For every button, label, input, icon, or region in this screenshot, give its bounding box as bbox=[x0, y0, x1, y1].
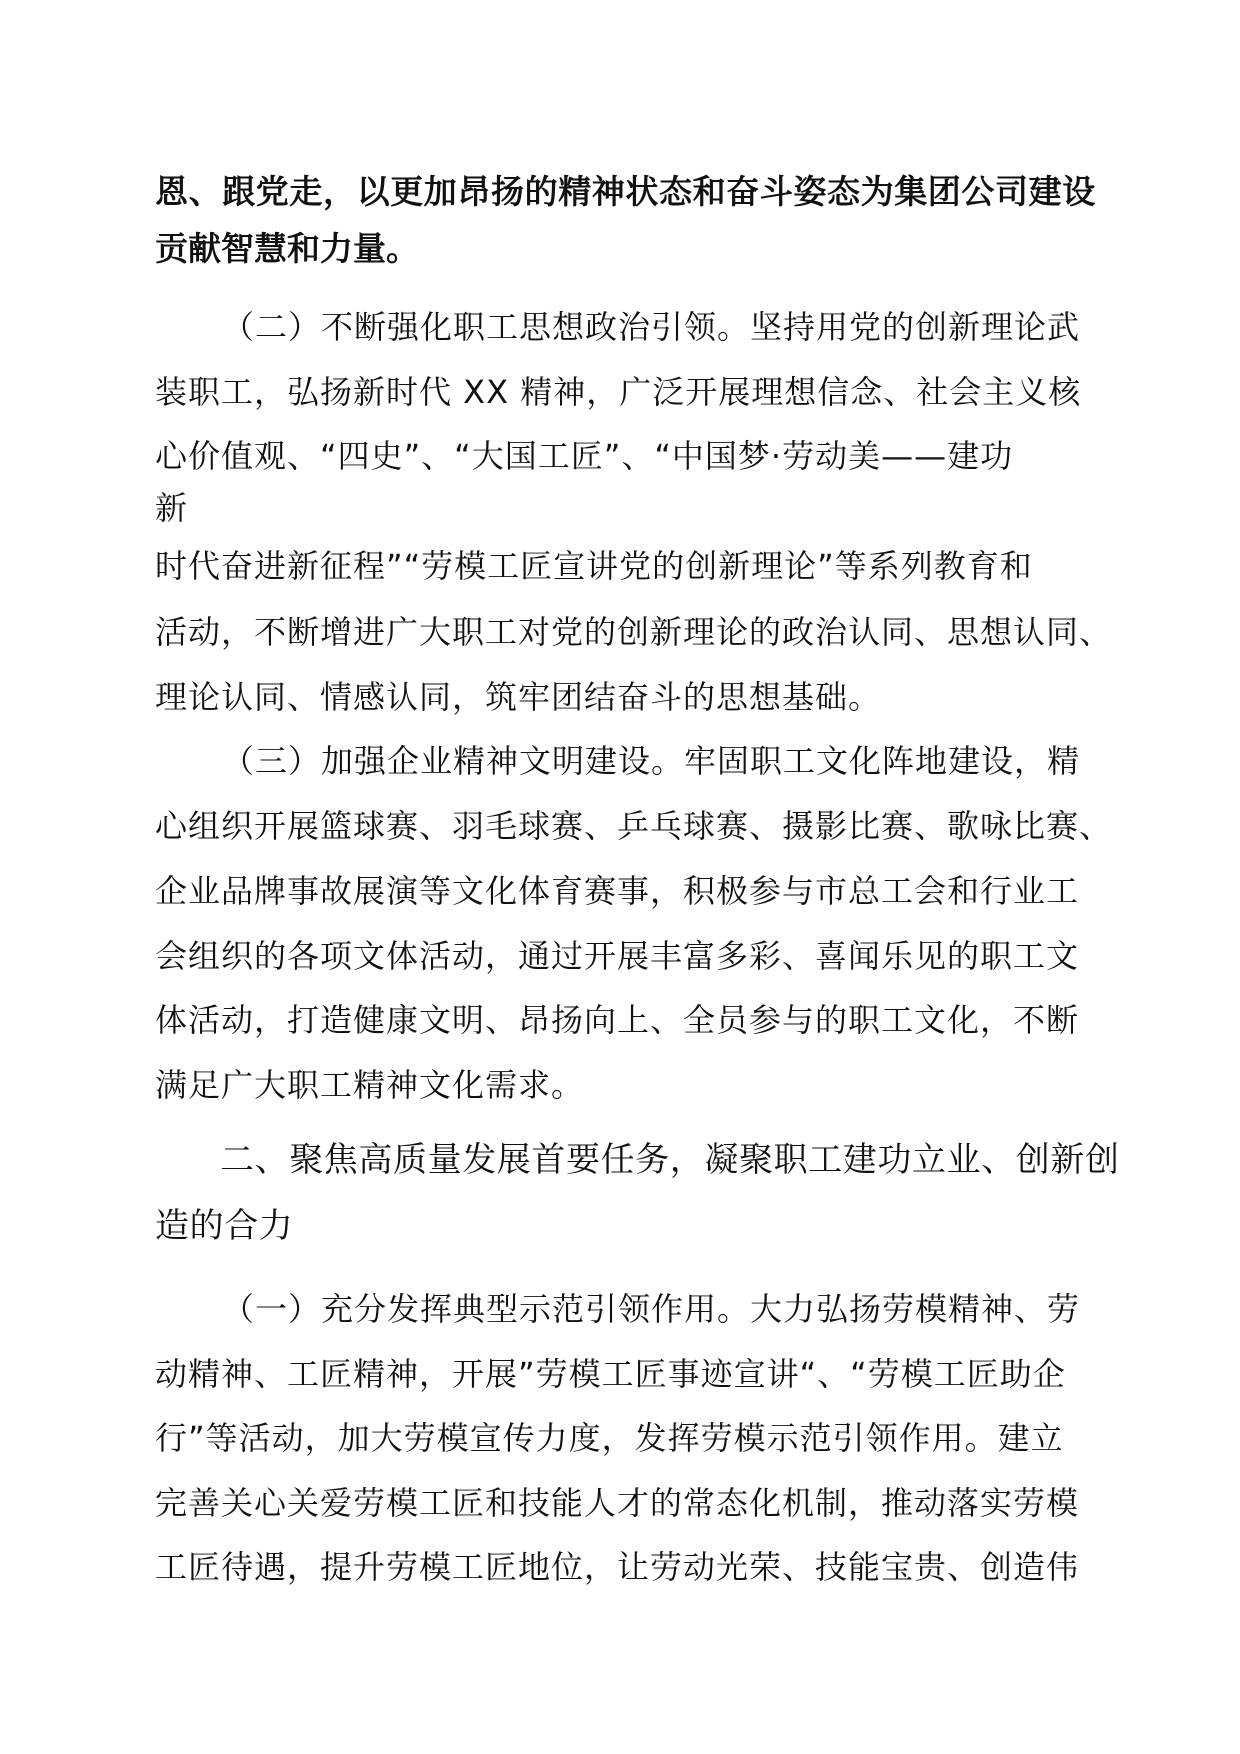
section-heading-line-1: 二、聚焦高质量发展首要任务，凝聚职工建功立业、创新创 bbox=[220, 1140, 1120, 1180]
paragraph-line-16: （一）充分发挥典型示范引领作用。大力弘扬劳模精神、劳 bbox=[222, 1290, 1081, 1328]
paragraph-line-13: 会组织的各项文体活动，通过开展丰富多彩、喜闻乐见的职工文 bbox=[155, 937, 1080, 975]
paragraph-line-9: 理论认同、情感认同，筑牢团结奋斗的思想基础。 bbox=[155, 678, 882, 716]
paragraph-line-18: 行”等活动，加大劳模宣传力度，发挥劳模示范引领作用。建立 bbox=[155, 1419, 1064, 1457]
paragraph-line-8: 活动，不断增进广大职工对党的创新理论的政治认同、思想认同、 bbox=[155, 613, 1113, 651]
paragraph-line-10: （三）加强企业精神文明建设。牢固职工文化阵地建设，精 bbox=[222, 742, 1081, 780]
paragraph-line-14: 体活动，打造健康文明、昂扬向上、全员参与的职工文化，不断 bbox=[155, 1001, 1080, 1039]
section-heading-line-2: 造的合力 bbox=[155, 1206, 294, 1246]
paragraph-line-19: 完善关心关爱劳模工匠和技能人才的常态化机制，推动落实劳模 bbox=[155, 1484, 1080, 1522]
paragraph-line-12: 企业品牌事故展演等文化体育赛事，积极参与市总工会和行业工 bbox=[155, 872, 1080, 910]
paragraph-line-17: 动精神、工匠精神，开展”劳模工匠事迹宣讲“、“劳模工匠助企 bbox=[155, 1355, 1066, 1393]
paragraph-line-4: 装职工，弘扬新时代 XX 精神，广泛开展理想信念、社会主义核 bbox=[155, 373, 1082, 411]
paragraph-line-5: 心价值观、“四史”、“大国工匠”、“中国梦·劳动美——建功 bbox=[155, 437, 1014, 475]
paragraph-line-2: 贡献智慧和力量。 bbox=[155, 229, 419, 268]
paragraph-line-11: 心组织开展篮球赛、羽毛球赛、乒乓球赛、摄影比赛、歌咏比赛、 bbox=[155, 807, 1113, 845]
paragraph-line-20: 工匠待遇，提升劳模工匠地位，让劳动光荣、技能宝贵、创造伟 bbox=[155, 1548, 1080, 1586]
paragraph-line-7: 时代奋进新征程”“劳模工匠宣讲党的创新理论”等系列教育和 bbox=[155, 547, 1033, 585]
paragraph-line-6: 新 bbox=[155, 489, 189, 527]
paragraph-line-3: （二）不断强化职工思想政治引领。坚持用党的创新理论武 bbox=[222, 308, 1081, 346]
paragraph-line-15: 满足广大职工精神文化需求。 bbox=[155, 1066, 585, 1104]
paragraph-line-1: 恩、跟党走，以更加昂扬的精神状态和奋斗姿态为集团公司建设 bbox=[155, 172, 1096, 211]
